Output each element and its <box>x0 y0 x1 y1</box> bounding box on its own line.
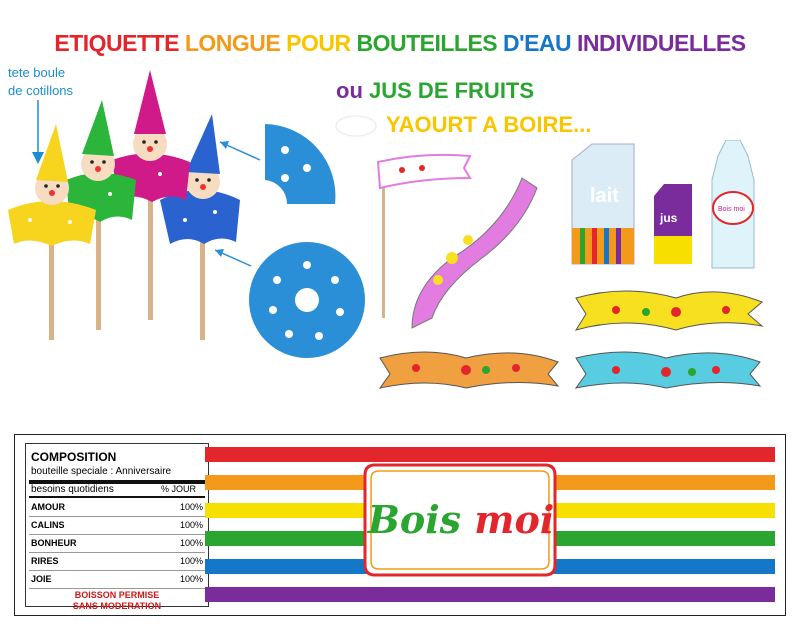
stripe-purple <box>205 587 775 602</box>
row-key: RIRES <box>31 556 59 566</box>
subtitle-line <box>336 78 534 104</box>
annotation-line: tete boule <box>8 65 66 80</box>
table-row <box>29 572 205 589</box>
title-word: BOUTEILLES <box>356 30 498 56</box>
subtitle-ou: ou <box>336 78 363 103</box>
bois-word: Bois <box>367 497 462 542</box>
bottle-label <box>14 434 786 616</box>
clown-picks-illustration <box>0 70 245 350</box>
table-row <box>29 518 205 535</box>
title-word: POUR <box>286 30 351 56</box>
bois-moi-text <box>361 497 561 542</box>
template-shapes <box>215 120 375 360</box>
table-row <box>29 536 205 553</box>
annotation-line: de cotillons <box>8 83 74 98</box>
table-row <box>29 554 205 571</box>
carton-jus-text: jus <box>660 211 678 225</box>
title-word: LONGUE <box>184 30 281 56</box>
table-row <box>29 500 205 517</box>
banner-ribbons <box>376 288 766 400</box>
title-word: INDIVIDUELLES <box>577 30 746 56</box>
row-key: CALINS <box>31 520 65 530</box>
row-key: BONHEUR <box>31 538 77 548</box>
divider <box>29 496 205 498</box>
row-key: JOIE <box>31 574 52 584</box>
composition-panel <box>25 443 209 611</box>
page-title <box>0 30 800 57</box>
title-word: ETIQUETTE <box>54 30 179 56</box>
row-value: 100% <box>179 520 203 530</box>
composition-header-left: besoins quotidiens <box>31 484 114 495</box>
footer-line: SANS MODERATION <box>72 601 162 611</box>
footer-line: BOISSON PERMISE <box>74 590 160 600</box>
composition-header-right: % JOUR <box>160 484 196 494</box>
row-value: 100% <box>179 556 203 566</box>
title-word: D'EAU <box>503 30 572 56</box>
row-value: 100% <box>179 538 203 548</box>
row-value: 100% <box>179 502 203 512</box>
carton-lait-text: lait <box>590 185 619 207</box>
bottle-label-text: Bois moi <box>718 206 745 213</box>
drinks-illustration <box>568 140 768 276</box>
moi-word: moi <box>474 497 555 542</box>
subtitle-jus: JUS DE FRUITS <box>369 78 535 103</box>
subtitle-yaourt: YAOURT A BOIRE... <box>386 112 592 137</box>
row-value: 100% <box>179 574 203 584</box>
row-key: AMOUR <box>31 502 65 512</box>
composition-subtitle: bouteille speciale : Anniversaire <box>31 466 172 477</box>
composition-title: COMPOSITION <box>31 450 117 464</box>
